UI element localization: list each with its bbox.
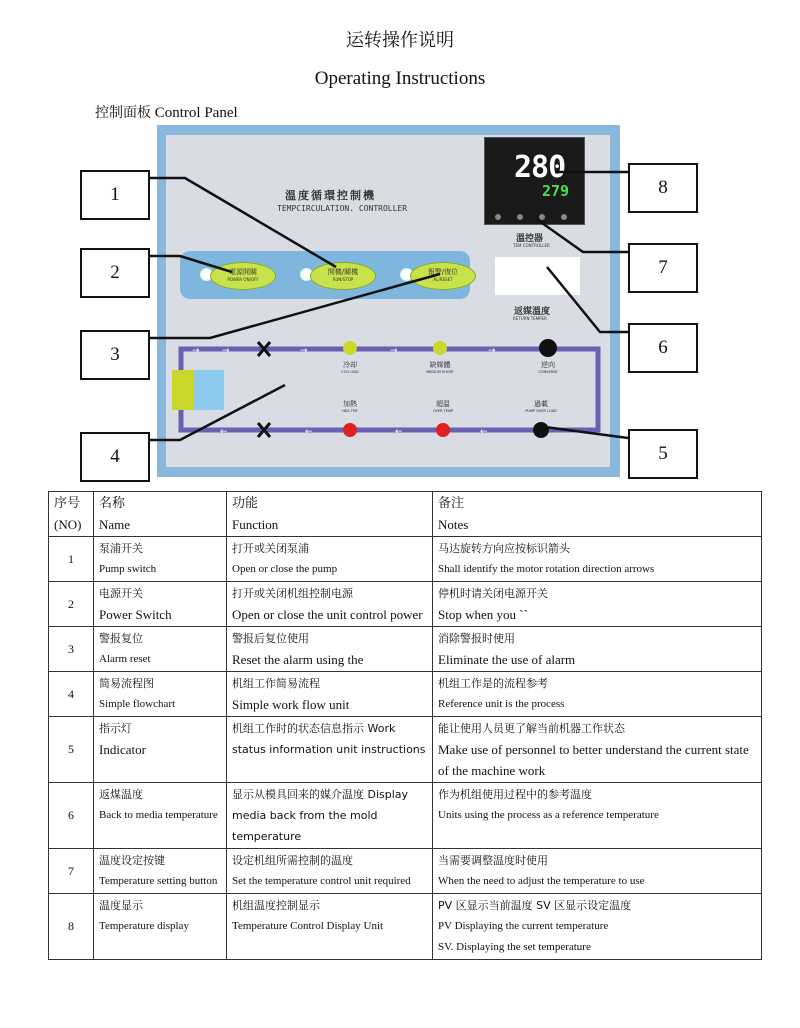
flow-arrow: ← — [220, 427, 228, 437]
row-name: 温度显示 Temperature display — [94, 894, 227, 960]
pv-display: 280 — [514, 150, 566, 185]
row-function: 显示从模具回来的媒介温度 Display media back from the mold temperature — [227, 783, 433, 849]
sv-display: 279 — [542, 182, 570, 200]
temp-controller-label-en: TEM CONTROLLER — [513, 243, 550, 248]
leader-6 — [547, 267, 628, 332]
row-notes: 停机时请关闭电源开关 Stop when you `` — [433, 582, 762, 627]
row-notes: 能让使用人员更了解当前机器工作状态 Make use of personnel to better understand the current state of the machine work — [433, 717, 762, 783]
row-function: 打开或关闭机组控制电源 Open or close the unit control power — [227, 582, 433, 627]
flow-label-heater — [320, 399, 380, 413]
cooling-light — [343, 341, 357, 355]
flow-label-zh: 缺媒體 — [429, 361, 451, 369]
page-title-zh: 运转操作说明 — [346, 30, 454, 51]
leader-1 — [148, 178, 336, 267]
table-header-row — [49, 492, 762, 537]
row-notes: 机组工作是的流程参考 Reference unit is the process — [433, 672, 762, 717]
table-row — [49, 783, 762, 849]
flow-label-en: OVER TEMP — [432, 409, 454, 413]
row-no: 7 — [49, 849, 94, 894]
flow-label-zh: 超温 — [436, 400, 450, 408]
flow-arrow: → — [390, 346, 398, 356]
alarm-reset-label-zh: 報警/復位 — [427, 268, 459, 276]
run-stop-label-zh: 開機/關機 — [327, 268, 359, 276]
panel-label-en: Control Panel — [154, 105, 238, 121]
row-no: 8 — [49, 894, 94, 960]
table-row — [49, 894, 762, 960]
row-no: 2 — [49, 582, 94, 627]
mold-block-blue — [194, 370, 224, 410]
row-name: 泵浦开关 Pump switch — [94, 537, 227, 582]
row-name: 返煤温度 Back to media temperature — [94, 783, 227, 849]
flow-label-cooling — [320, 360, 380, 374]
row-name: 电源开关 Power Switch — [94, 582, 227, 627]
row-notes: 作为机组使用过程中的参考温度 Units using the process as a reference temperature — [433, 783, 762, 849]
alarm-reset-label-en: AL/RESET — [433, 277, 453, 282]
table-row — [49, 717, 762, 783]
row-no: 1 — [49, 537, 94, 582]
power-switch-label-en: POWER ON/OFF — [227, 277, 259, 282]
flow-label-zh: 過載 — [534, 400, 548, 408]
mold-block-yellow — [172, 370, 194, 410]
controller-title-zh: 溫度循環控制機 — [285, 189, 376, 202]
pump-overload-indicator — [533, 422, 549, 438]
flow-label-zh: 冷却 — [343, 361, 357, 369]
flow-label-medium-short — [410, 360, 470, 374]
temp-controller-label-zh: 溫控器 — [516, 234, 544, 244]
flow-label-en: HEA TER — [342, 409, 358, 413]
header-notes: 备注 Notes — [433, 492, 762, 537]
callout-6: 6 — [628, 323, 698, 373]
flow-arrow: → — [222, 346, 230, 356]
callout-2: 2 — [80, 248, 150, 298]
header-no: 序号 (NO) — [49, 492, 94, 537]
return-temp-label-zh: 返媒溫度 — [514, 307, 551, 317]
spec-table — [48, 491, 762, 960]
row-no: 6 — [49, 783, 94, 849]
medium-short-light — [433, 341, 447, 355]
controller-title-en: TEMPCIRCULATION. CONTROLLER — [277, 204, 408, 213]
callout-8: 8 — [628, 163, 698, 213]
flow-arrow: → — [192, 346, 200, 356]
heater-light — [343, 423, 357, 437]
row-function: 打开或关闭泵浦 Open or close the pump — [227, 537, 433, 582]
table-row — [49, 627, 762, 672]
table-row — [49, 849, 762, 894]
callout-1: 1 — [80, 170, 150, 220]
flow-arrow: ← — [305, 427, 313, 437]
table-row — [49, 582, 762, 627]
row-function: 机组温度控制显示 Temperature Control Display Unit — [227, 894, 433, 960]
row-notes: PV 区显示当前温度 SV 区显示设定温度 PV Displaying the current temperature SV. Displaying the set temperature — [433, 894, 762, 960]
row-notes: 消除警报时使用 Eliminate the use of alarm — [433, 627, 762, 672]
flow-label-zh: 加熱 — [343, 400, 357, 408]
flow-arrow: → — [488, 346, 496, 356]
callout-4: 4 — [80, 432, 150, 482]
callout-5: 5 — [628, 429, 698, 479]
row-name: 温度设定按键 Temperature setting button — [94, 849, 227, 894]
row-function: 设定机组所需控制的温度 Set the temperature control unit required — [227, 849, 433, 894]
flow-arrow: ← — [480, 427, 488, 437]
over-temp-light — [436, 423, 450, 437]
row-name: 警报复位 Alarm reset — [94, 627, 227, 672]
panel-label — [95, 102, 238, 122]
power-switch-label-zh: 電源開關 — [229, 268, 257, 276]
flow-label-over-temp — [413, 399, 473, 413]
leader-7 — [535, 218, 628, 252]
row-no: 5 — [49, 717, 94, 783]
flow-label-en: CONVERSE — [538, 370, 558, 374]
control-panel-figure — [0, 120, 800, 485]
flow-label-en: COO LING — [341, 370, 359, 374]
run-stop-label-en: RUN/STOP — [332, 277, 354, 282]
header-function: 功能 Function — [227, 492, 433, 537]
row-notes: 马达旋转方向应按标识箭头 Shall identify the motor rotation direction arrows — [433, 537, 762, 582]
callout-3: 3 — [80, 330, 150, 380]
converse-indicator — [539, 339, 557, 357]
row-no: 4 — [49, 672, 94, 717]
row-function: 机组工作时的状态信息指示 Work status information unit instructions — [227, 717, 433, 783]
callout-7: 7 — [628, 243, 698, 293]
table-row — [49, 537, 762, 582]
row-no: 3 — [49, 627, 94, 672]
row-function: 警报后复位使用 Reset the alarm using the — [227, 627, 433, 672]
row-name: 简易流程图 Simple flowchart — [94, 672, 227, 717]
flow-label-converse — [518, 360, 578, 374]
header-name: 名称 Name — [94, 492, 227, 537]
row-notes: 当需要调整温度时使用 When the need to adjust the temperature to use — [433, 849, 762, 894]
leader-2 — [148, 256, 232, 272]
table-row — [49, 672, 762, 717]
return-temp-label-en: RETURN TEMPER — [513, 316, 547, 321]
flow-label-pump-overload — [511, 399, 571, 413]
row-name: 指示灯 Indicator — [94, 717, 227, 783]
flow-label-en: PUMP OVER LOAD — [525, 409, 557, 413]
page-title-en: Operating Instructions — [314, 68, 486, 89]
flow-arrow: → — [300, 346, 308, 356]
flow-arrow: ← — [395, 427, 403, 437]
flow-label-zh: 逆向 — [541, 361, 555, 369]
flow-label-en: MEDIUM SHORT — [426, 370, 454, 374]
leader-3 — [148, 274, 440, 338]
panel-label-zh: 控制面板 — [95, 105, 151, 121]
row-function: 机组工作简易流程 Simple work flow unit — [227, 672, 433, 717]
